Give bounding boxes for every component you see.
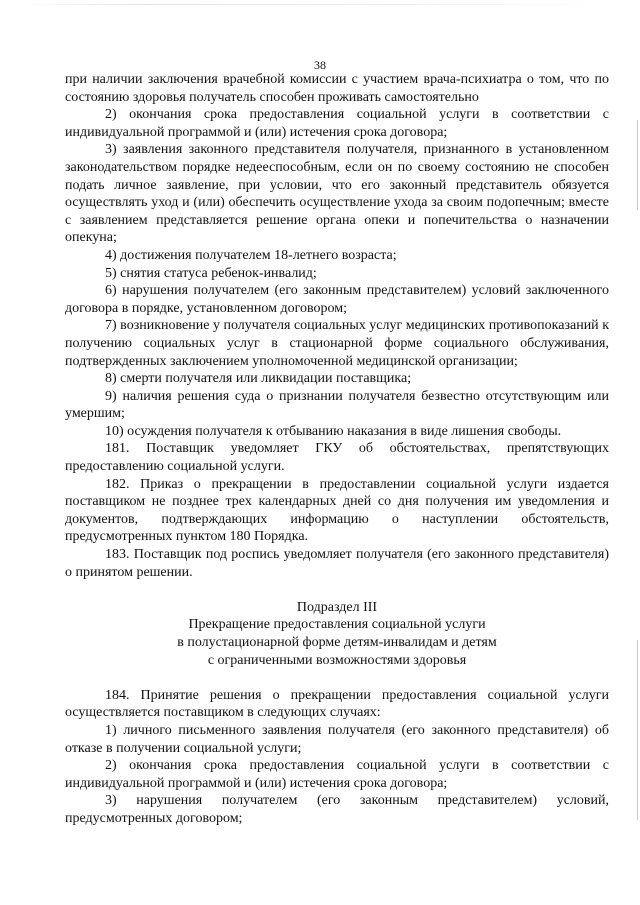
paragraph: 5) снятия статуса ребенок-инвалид; [105,265,317,281]
paragraph: при наличии заключения врачебной комиссии с участием врача-психиатра о том, что по состоянию здоровья получатель способен проживать самостоятельно [65,72,609,105]
paragraph: 2) окончания срока предоставления социальной услуги в соответствии с индивидуальной программой и (или) истечения срока договора; [65,758,609,791]
paragraph: 4) достижения получателем 18-летнего возраста; [105,247,397,263]
subsection-label: Подраздел III [296,599,378,615]
scan-edge-mark [637,120,638,210]
paragraph: 3) нарушения получателем (его законным представителем) условий, предусмотренных договором; [65,793,609,826]
subsection-title-line: с ограниченными возможностями здоровья [207,652,467,668]
page-number: 38 [314,58,326,72]
paragraph: 183. Поставщик под роспись уведомляет получателя (его законного представителя) о принятом решении. [65,547,609,580]
paragraph: 9) наличия решения суда о признании получателя безвестно отсутствующим или умершим; [65,388,609,422]
document-body [65,71,609,828]
subsection-heading [65,599,609,669]
subsection-title-line: Прекращение предоставления социальной услуги [188,617,486,633]
paragraph: 8) смерти получателя или ликвидации поставщика; [105,371,412,387]
paragraph: 184. Принятие решения о прекращении предоставления социальной услуги осуществляется поставщиком в следующих случаях: [65,687,609,721]
paragraph: 7) возникновение у получателя социальных услуг медицинских противопоказаний к получению социальных услуг в стационарной форме социального обслуживания, подтвержденных заключением уполномоченной медицинской организации; [65,318,609,369]
paragraph: 1) личного письменного заявления получателя (его законного представителя) об отказе в получении социальной услуги; [65,722,609,756]
paragraph: 181. Поставщик уведомляет ГКУ об обстоятельствах, препятствующих предоставлению социальной услуги. [65,441,609,475]
subsection-title-line: в полустационарной форме детям-инвалидам и детям [177,635,497,650]
paragraph: 10) осуждения получателя к отбыванию наказания в виде лишения свободы. [105,423,562,439]
paragraph: 3) заявления законного представителя получателя, признанного в установленном законодательством порядке недееспособным, если он по своему состоянию не способен подать личное заявление, при условии, что его законный представитель обязуется осуществлять уход и (или) обеспечить осуществление ухода за своим подопечным; вместе с заявлением представляется решение органа опеки и попечительства о назначении опекуна; [65,142,609,246]
scan-artifact-line [20,4,620,5]
paragraph: 2) окончания срока предоставления социальной услуги в соответствии с индивидуальной программой и (или) истечения срока договора; [65,107,609,140]
paragraph: 6) нарушения получателем (его законным представителем) условий заключенного договора в порядке, установленном договором; [65,283,609,316]
scan-edge-mark [637,640,638,820]
paragraph: 182. Приказ о прекращении в предоставлении социальной услуги издается поставщиком не позднее трех календарных дней со дня получения им уведомления и документов, подтверждающих информацию о наступлении обстоятельств, предусмотренных пунктом 180 Порядка. [65,476,609,545]
